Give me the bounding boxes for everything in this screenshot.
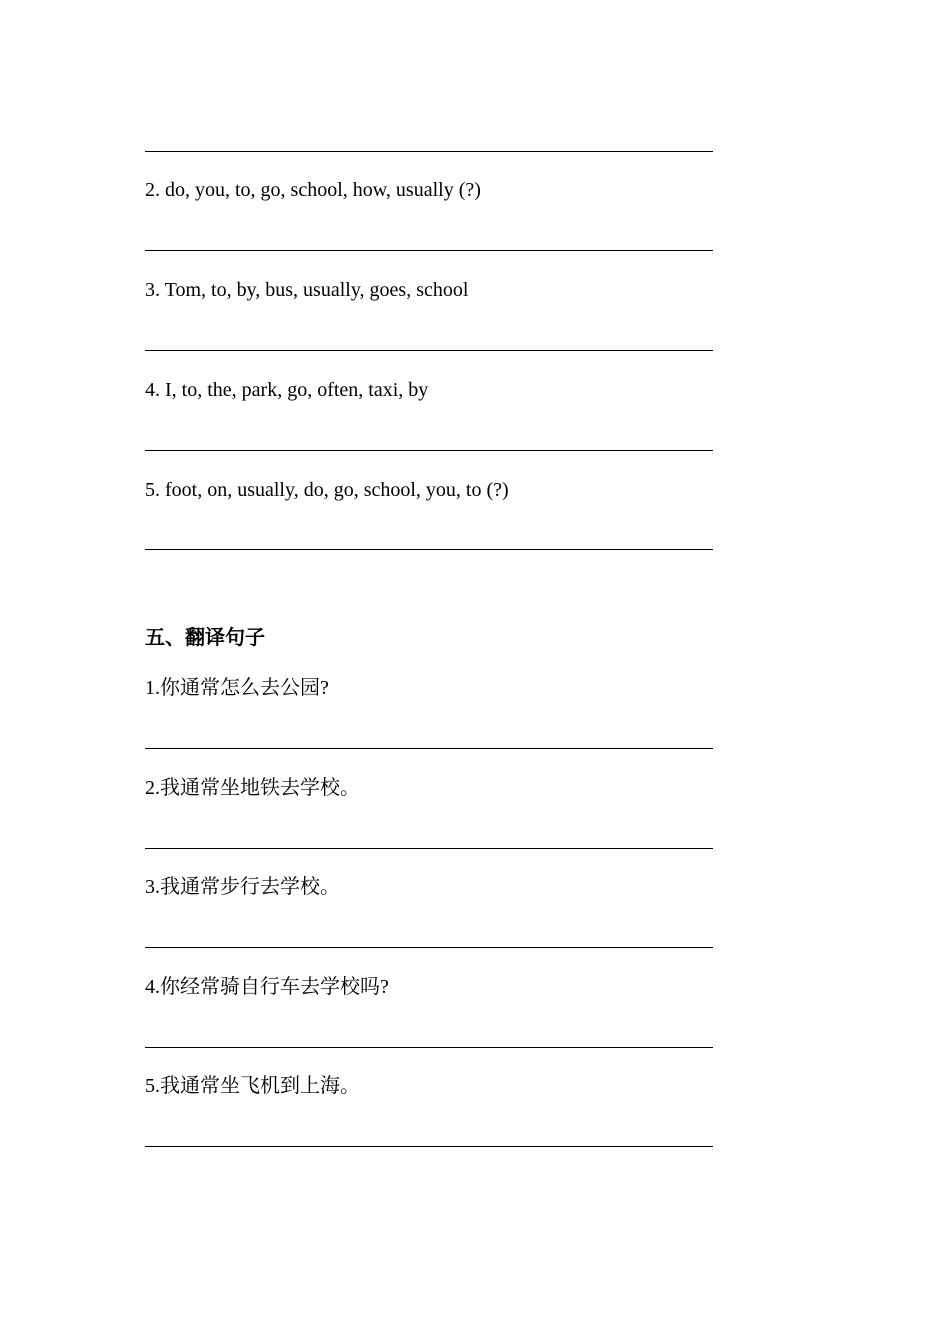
question-4-3: 3. Tom, to, by, bus, usually, goes, school: [145, 279, 469, 301]
question-4-5: 5. foot, on, usually, do, go, school, you, to (?): [145, 479, 509, 501]
answer-line-5-3[interactable]: [145, 947, 713, 948]
answer-line-4-3[interactable]: [145, 350, 713, 351]
question-5-1: 1.你通常怎么去公园?: [145, 677, 329, 699]
question-5-4: 4.你经常骑自行车去学校吗?: [145, 976, 389, 998]
section-heading: 五、翻译句子: [145, 625, 265, 649]
answer-line-4-5[interactable]: [145, 549, 713, 550]
question-5-3: 3.我通常步行去学校。: [145, 876, 340, 898]
answer-line-5-2[interactable]: [145, 848, 713, 849]
answer-line-5-1[interactable]: [145, 748, 713, 749]
answer-line-4-1[interactable]: [145, 151, 713, 152]
question-5-2: 2.我通常坐地铁去学校。: [145, 777, 360, 799]
question-4-2: 2. do, you, to, go, school, how, usually (?): [145, 179, 481, 201]
answer-line-5-5[interactable]: [145, 1146, 713, 1147]
answer-line-5-4[interactable]: [145, 1047, 713, 1048]
question-4-4: 4. I, to, the, park, go, often, taxi, by: [145, 379, 429, 401]
question-5-5: 5.我通常坐飞机到上海。: [145, 1075, 360, 1097]
answer-line-4-4[interactable]: [145, 450, 713, 451]
answer-line-4-2[interactable]: [145, 250, 713, 251]
